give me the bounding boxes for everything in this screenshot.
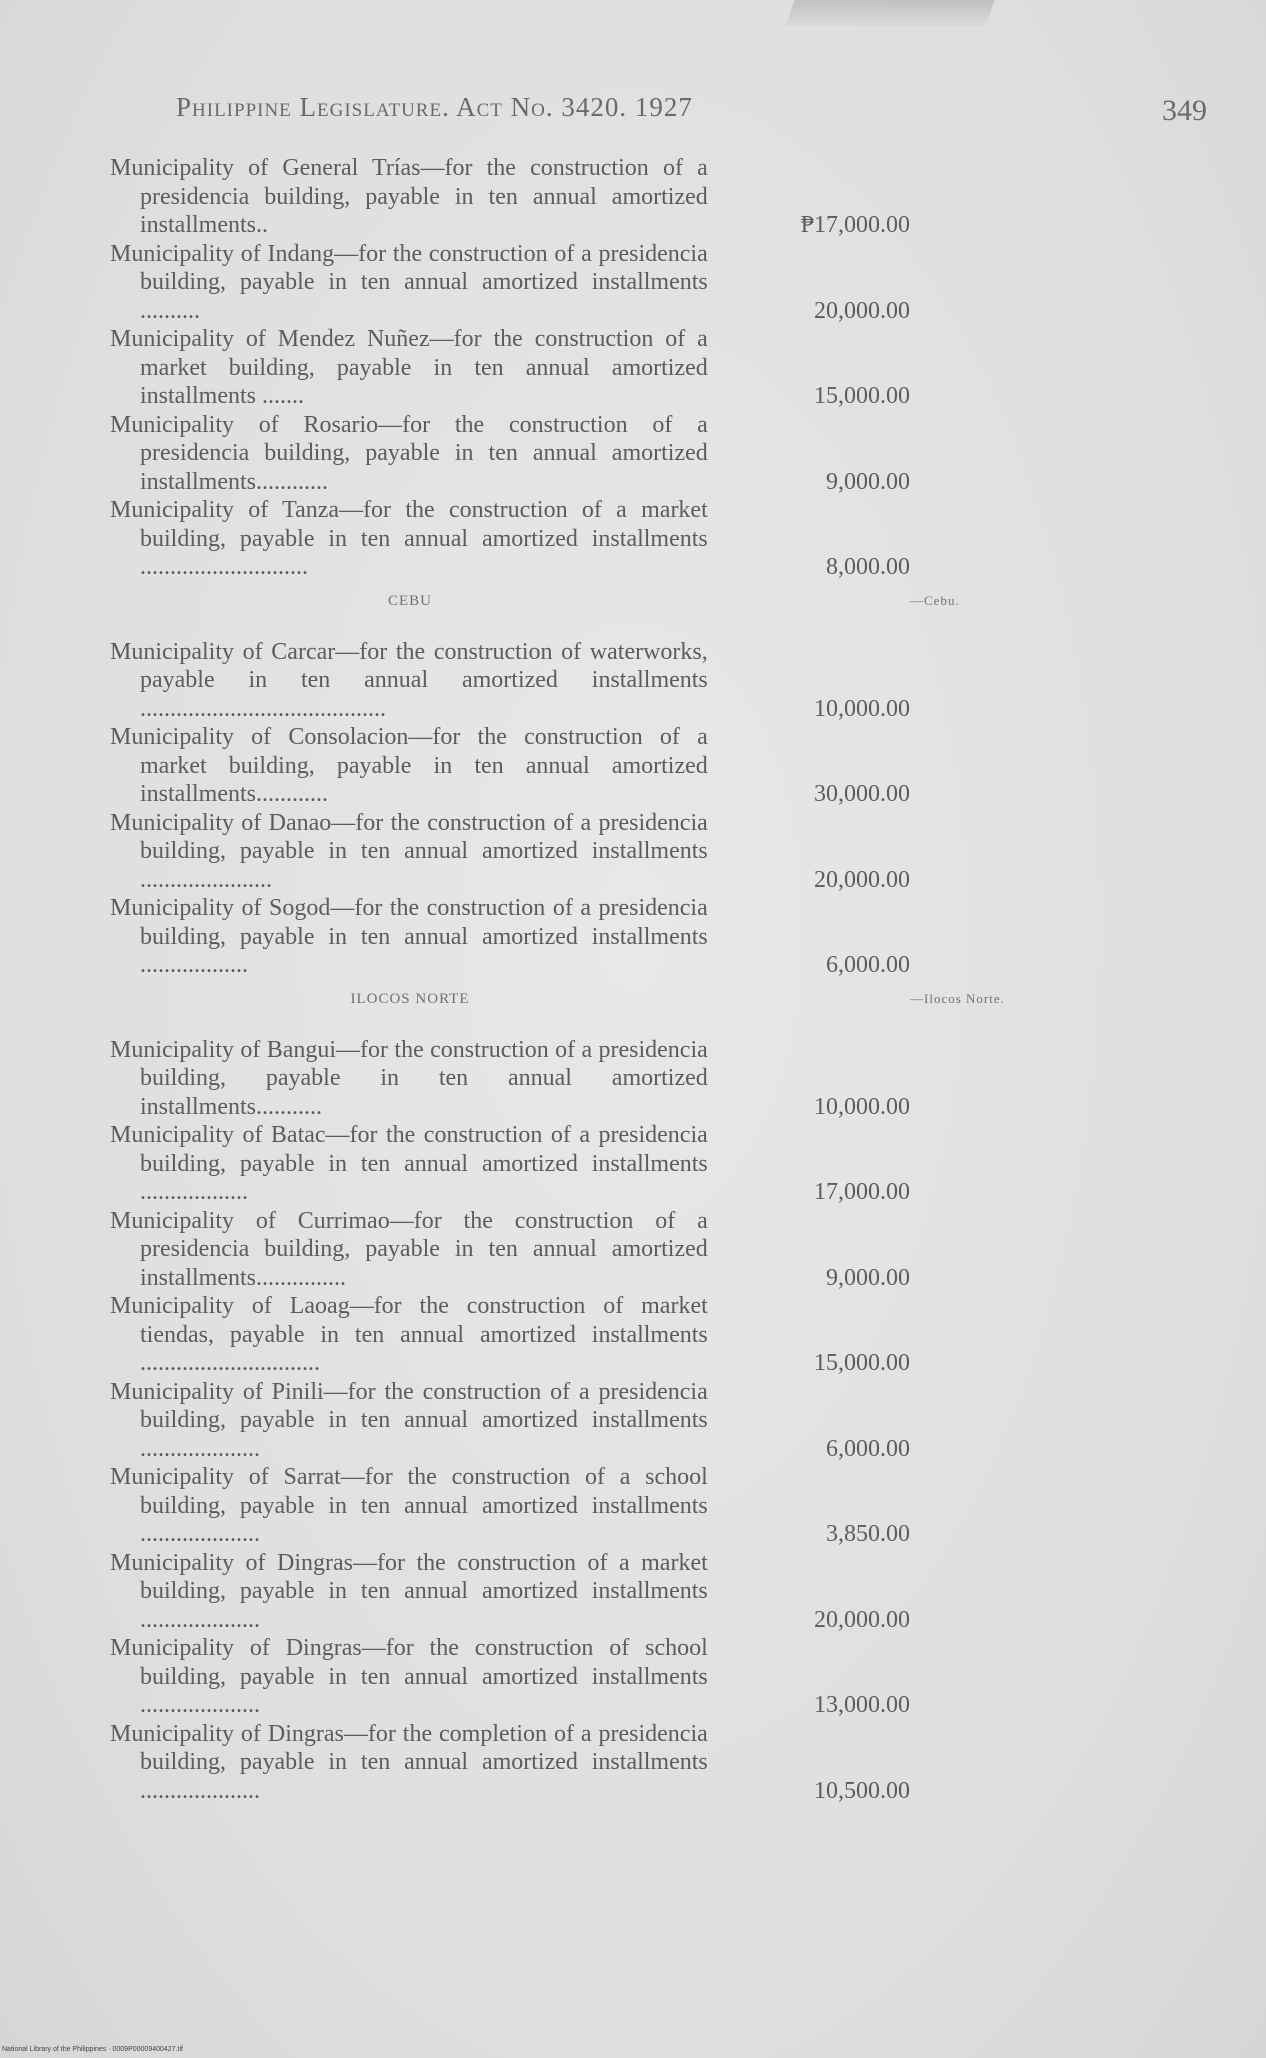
entry-amount: 15,000.00 bbox=[814, 1350, 910, 1376]
entry-description: Municipality of Bangui—for the construction of a presidencia building, payable in ten annual amortized installments........... bbox=[110, 1036, 708, 1120]
appropriation-entry bbox=[110, 1634, 910, 1720]
entry-amount: 6,000.00 bbox=[826, 952, 910, 978]
entry-amount: 17,000.00 bbox=[814, 1179, 910, 1205]
entry-description: Municipality of Danao—for the construction of a presidencia building, payable in ten annual amortized installments ...................... bbox=[110, 809, 708, 893]
entry-description: Municipality of Sarrat—for the construction of a school building, payable in ten annual amortized installments .................... bbox=[110, 1464, 708, 1547]
entry-description: Municipality of Carcar—for the construction of waterworks, payable in ten annual amortized installments ......................................... bbox=[110, 638, 708, 722]
entry-amount: 13,000.00 bbox=[814, 1692, 910, 1718]
running-header: Philippine Legislature. Act No. 3420. 1927 bbox=[176, 92, 693, 122]
entry-amount: 9,000.00 bbox=[826, 468, 910, 495]
entry-amount: 8,000.00 bbox=[826, 554, 910, 580]
entry-description: Municipality of Pinili—for the construction of a presidencia building, payable in ten annual amortized installments .................... bbox=[110, 1378, 708, 1462]
appropriation-entry bbox=[110, 894, 910, 980]
appropriation-entry bbox=[110, 154, 910, 240]
entry-description: Municipality of Dingras—for the completion of a presidencia building, payable in ten annual amortized installments .................... bbox=[110, 1720, 708, 1804]
appropriation-entry bbox=[110, 809, 910, 895]
entry-amount: 6,000.00 bbox=[826, 1435, 910, 1462]
entry-description: Municipality of General Trías—for the construction of a presidencia building, payable in ten annual amortized installments.. bbox=[110, 155, 708, 238]
entry-description: Municipality of Laoag—for the construction of market tiendas, payable in ten annual amortized installments .............................. bbox=[110, 1293, 708, 1376]
appropriation-list bbox=[110, 154, 1005, 1805]
appropriation-entry bbox=[110, 1292, 910, 1378]
section-heading-text: ILOCOS NORTE bbox=[350, 990, 470, 1007]
entry-amount: 10,000.00 bbox=[814, 1093, 910, 1120]
appropriation-entry bbox=[110, 1036, 910, 1122]
entry-description: Municipality of Tanza—for the construction of a market building, payable in ten annual amortized installments ............................ bbox=[110, 497, 708, 580]
appropriation-entry bbox=[110, 325, 910, 411]
entry-description: Municipality of Currimao—for the construction of a presidencia building, payable in ten annual amortized installments............... bbox=[110, 1207, 708, 1291]
entry-description: Municipality of Sogod—for the construction of a presidencia building, payable in ten annual amortized installments .................. bbox=[110, 895, 708, 978]
appropriation-entry bbox=[110, 723, 910, 809]
appropriation-entry bbox=[110, 1207, 910, 1293]
appropriation-entry bbox=[110, 1549, 910, 1635]
entry-description: Municipality of Indang—for the construction of a presidencia building, payable in ten annual amortized installments .......... bbox=[110, 240, 708, 324]
margin-note: —Cebu. bbox=[910, 592, 960, 608]
appropriation-entry bbox=[110, 1121, 910, 1207]
entry-amount: 30,000.00 bbox=[814, 781, 910, 807]
entry-amount: 20,000.00 bbox=[814, 297, 910, 324]
section-heading-text: CEBU bbox=[387, 592, 432, 609]
appropriation-entry bbox=[110, 411, 910, 497]
margin-note: —Ilocos Norte. bbox=[910, 990, 1005, 1006]
appropriation-entry bbox=[110, 496, 910, 582]
section-heading bbox=[110, 586, 960, 616]
page-number: 349 bbox=[1162, 94, 1207, 127]
entry-amount: 15,000.00 bbox=[814, 383, 910, 409]
entry-description: Municipality of Batac—for the construction of a presidencia building, payable in ten annual amortized installments .................. bbox=[110, 1122, 708, 1205]
entry-description: Municipality of Dingras—for the construction of school building, payable in ten annual amortized installments .................... bbox=[110, 1635, 708, 1718]
scan-footer: National Library of the Philippines · 0009P00009400427.tif bbox=[2, 2046, 183, 2053]
appropriation-entry bbox=[110, 1378, 910, 1464]
appropriation-entry bbox=[110, 1720, 910, 1806]
entry-amount: 20,000.00 bbox=[814, 866, 910, 893]
entry-description: Municipality of Consolacion—for the construction of a market building, payable in ten annual amortized installments............ bbox=[110, 724, 708, 807]
appropriation-entry bbox=[110, 1463, 910, 1549]
entry-description: Municipality of Rosario—for the construction of a presidencia building, payable in ten annual amortized installments............ bbox=[110, 411, 708, 495]
entry-amount: ₱17,000.00 bbox=[800, 212, 910, 238]
entry-description: Municipality of Mendez Nuñez—for the construction of a market building, payable in ten annual amortized installments ....... bbox=[110, 326, 708, 409]
entry-amount: 9,000.00 bbox=[826, 1264, 910, 1291]
appropriation-entry bbox=[110, 240, 910, 326]
entry-amount: 20,000.00 bbox=[814, 1606, 910, 1633]
appropriation-entry bbox=[110, 638, 910, 724]
entry-amount: 10,000.00 bbox=[814, 695, 910, 722]
entry-description: Municipality of Dingras—for the construction of a market building, payable in ten annual amortized installments .................... bbox=[110, 1549, 708, 1633]
binding-shadow bbox=[785, 0, 994, 26]
entry-amount: 3,850.00 bbox=[826, 1521, 910, 1547]
section-heading bbox=[110, 984, 1005, 1014]
entry-amount: 10,500.00 bbox=[814, 1777, 910, 1804]
